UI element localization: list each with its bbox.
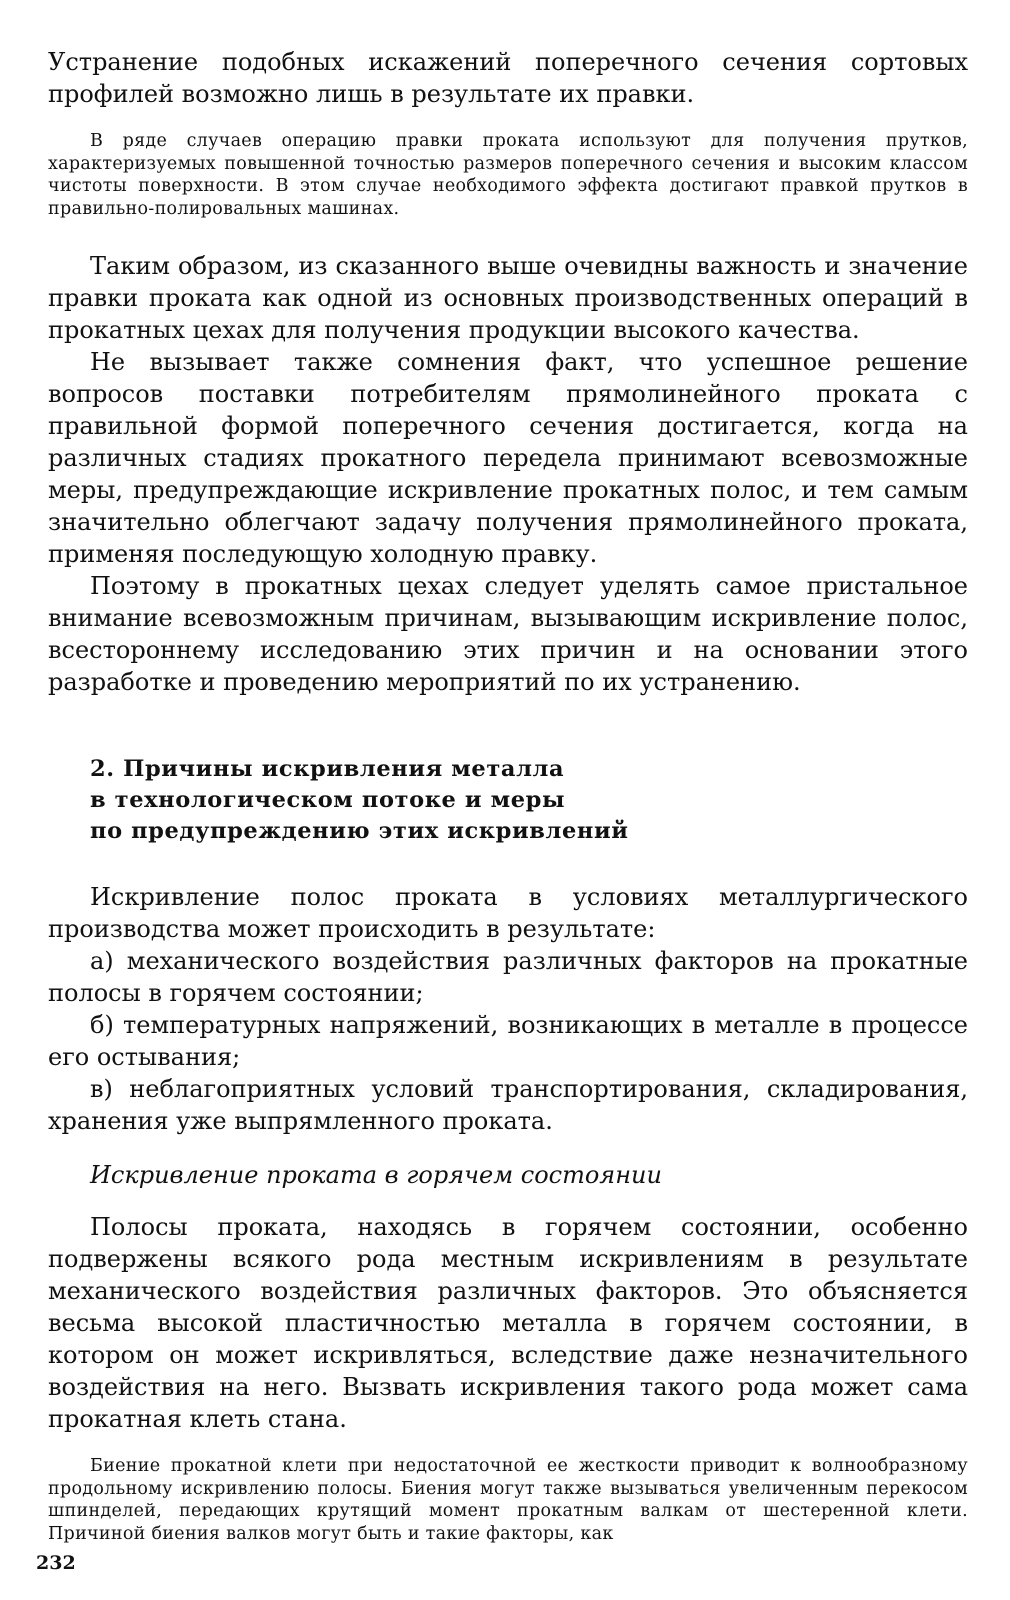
paragraph-continuation: Устранение подобных искажений поперечного сечения сортовых профилей возможно лишь в результате их правки. <box>48 48 968 108</box>
page-number: 232 <box>36 1552 76 1574</box>
list-item: б) температурных напряжений, возникающих в металле в процессе его остывания; <box>48 1011 968 1071</box>
section-heading-line: в технологическом потоке и меры <box>90 787 566 813</box>
paragraph: Поэтому в прокатных цехах следует уделять самое пристальное внимание всевозможным причинам, вызывающим искривление полос, всестороннему исследованию этих причин и на основании этого разработке и проведению мероприятий по их устранению. <box>48 572 968 696</box>
section-heading-line: 2. Причины искривления металла <box>90 756 565 782</box>
subsection-heading: Искривление проката в горячем состоянии <box>90 1161 662 1189</box>
paragraph: Полосы проката, находясь в горячем состоянии, особенно подвержены всякого рода местным искривлениям в результате механического воздействия различных факторов. Это объясняется весьма высокой пластичностью металла в горячем состоянии, в котором он может искривляться, вследствие даже незначительного воздействия на него. Вызвать искривления такого рода может сама прокатная клеть стана. <box>48 1213 968 1433</box>
small-print-note: Биение прокатной клети при недостаточной ее жесткости приводит к волнообразному продольному искривлению полосы. Биения могут также вызываться увеличенным перекосом шпинделей, передающих крутящий момент прокатным валкам от шестеренной клети. Причиной биения валков могут быть и такие факторы, как <box>48 1456 968 1544</box>
list-item: а) механического воздействия различных факторов на прокатные полосы в горячем состоянии; <box>48 947 968 1007</box>
paragraph: Таким образом, из сказанного выше очевидны важность и значение правки проката как одной из основных производственных операций в прокатных цехах для получения продукции высокого качества. <box>48 252 968 344</box>
small-print-note: В ряде случаев операцию правки проката используют для получения прутков, характеризуемых повышенной точностью размеров поперечного сечения и высоким классом чистоты поверхности. В этом случае необходимого эффекта достигают правкой прутков в правильно-полировальных машинах. <box>48 131 968 219</box>
section-intro: Искривление полос проката в условиях металлургического производства может происходить в результате: <box>48 883 968 943</box>
paragraph: Не вызывает также сомнения факт, что успешное решение вопросов поставки потребителям прямолинейного проката с правильной формой поперечного сечения достигается, когда на различных стадиях прокатного передела принимают всевозможные меры, предупреждающие искривление прокатных полос, и тем самым значительно облегчают задачу получения прямолинейного проката, применяя последующую холодную правку. <box>48 348 968 568</box>
list-item: в) неблагоприятных условий транспортирования, складирования, хранения уже выпрямленного проката. <box>48 1075 968 1135</box>
section-heading-line: по предупреждению этих искривлений <box>90 818 629 844</box>
section-heading <box>48 754 968 847</box>
